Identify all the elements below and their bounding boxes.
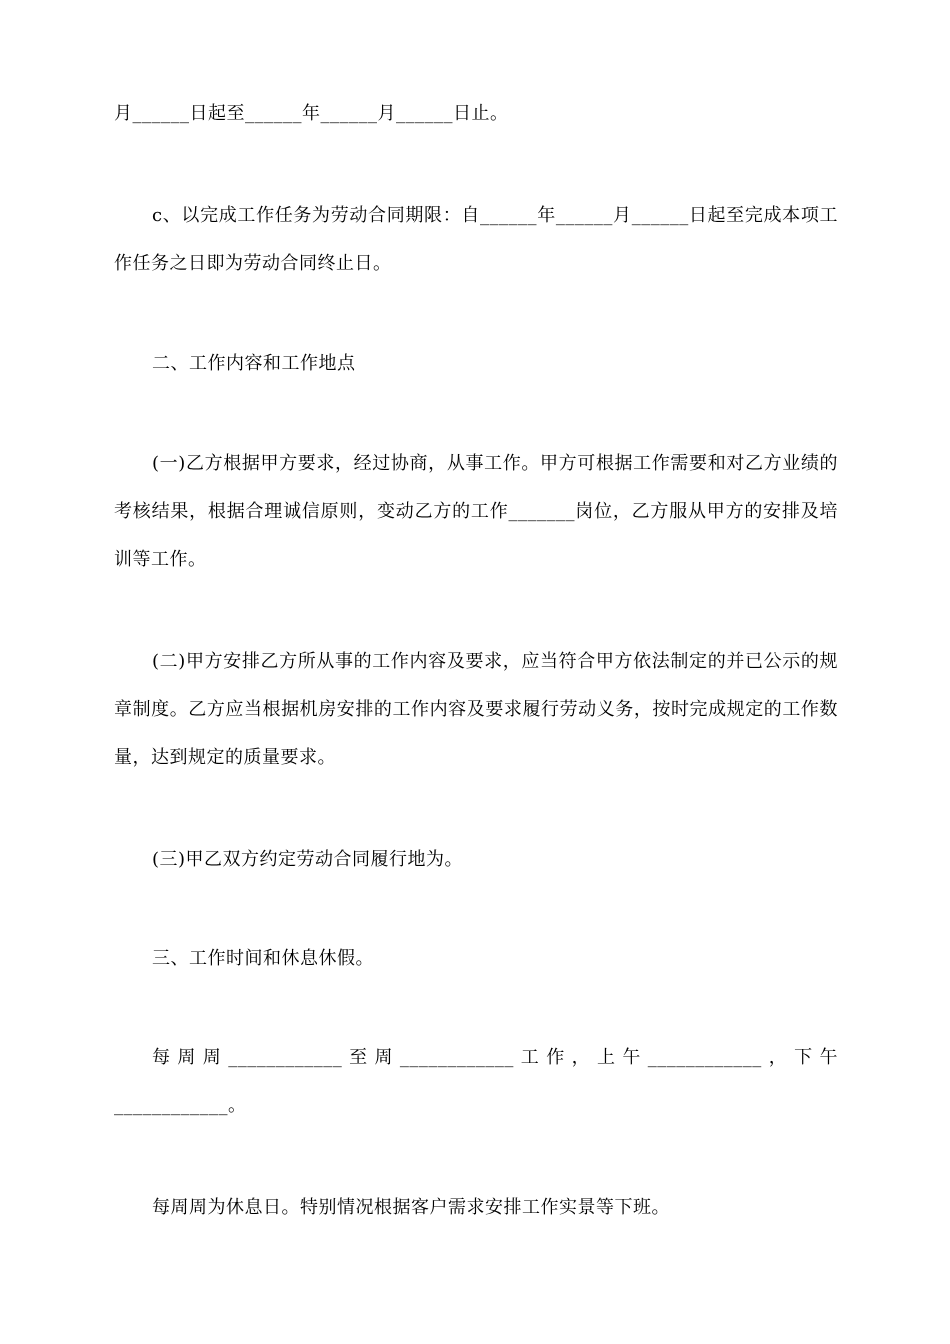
- rest-day-clause: 每周周为休息日。特别情况根据客户需求安排工作实景等下班。: [152, 1197, 670, 1218]
- section-heading-work-content: 二、工作内容和工作地点: [152, 353, 356, 374]
- weekly-work-hours-clause: 每周周____________至周____________工作，上午____________，下午____________。: [114, 1047, 838, 1116]
- contract-term-end-line: 月______日起至______年______月______日止。: [114, 103, 509, 124]
- section-heading-work-hours: 三、工作时间和休息休假。: [152, 948, 374, 969]
- work-content-clause-2: (二)甲方安排乙方所从事的工作内容及要求，应当符合甲方依法制定的并已公示的规章制度。乙方应当根据机房安排的工作内容及要求履行劳动义务，按时完成规定的工作数量，达到规定的质量要求。: [114, 651, 838, 768]
- work-content-clause-1: (一)乙方根据甲方要求，经过协商，从事工作。甲方可根据工作需要和对乙方业绩的考核结果，根据合理诚信原则，变动乙方的工作_______岗位，乙方服从甲方的安排及培训等工作。: [114, 453, 838, 570]
- contract-term-task-clause: c、以完成工作任务为劳动合同期限：自______年______月______日起至完成本项工作任务之日即为劳动合同终止日。: [114, 205, 838, 274]
- work-content-clause-3: (三)甲乙双方约定劳动合同履行地为。: [152, 849, 464, 870]
